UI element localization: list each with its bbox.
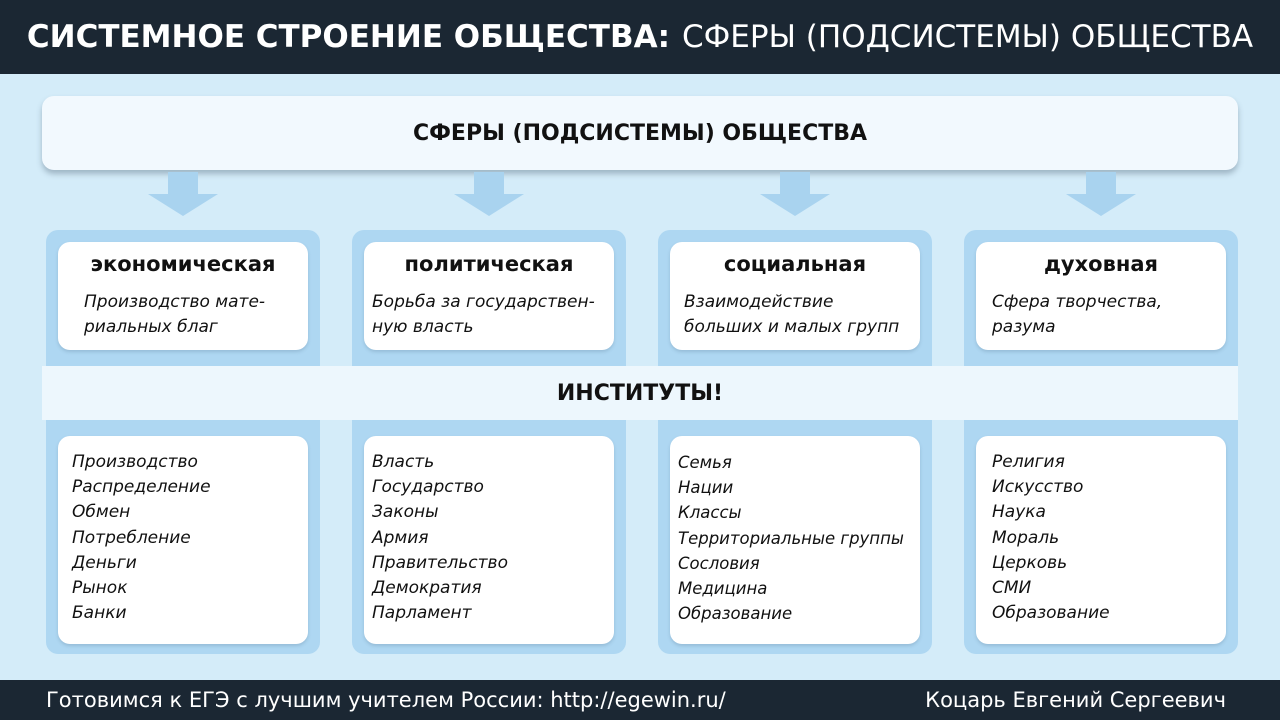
list-item: Банки xyxy=(72,603,127,624)
institutions-band xyxy=(42,366,1238,420)
sphere-card-political xyxy=(364,242,614,350)
list-item: СМИ xyxy=(992,578,1032,599)
list-item: Государство xyxy=(372,477,484,498)
institutions-label: ИНСТИТУТЫ! xyxy=(556,380,724,406)
institutions-list xyxy=(992,450,1110,626)
page-header xyxy=(0,0,1280,74)
sphere-description-line: больших и малых групп xyxy=(684,317,900,337)
list-item: Медицина xyxy=(678,579,768,599)
sphere-card-economic xyxy=(58,242,308,350)
sphere-description-line: Производство мате- xyxy=(84,292,266,312)
list-item: Потребление xyxy=(72,527,191,548)
list-item: Территориальные группы xyxy=(678,528,904,548)
sphere-description-line: риальных благ xyxy=(84,317,218,337)
list-item: Деньги xyxy=(72,552,137,573)
header-title-bold: СИСТЕМНОЕ СТРОЕНИЕ ОБЩЕСТВА: xyxy=(26,19,670,55)
sphere-description-line: Взаимодействие xyxy=(684,292,834,312)
sphere-title: экономическая xyxy=(90,252,276,276)
page-footer xyxy=(0,680,1280,720)
institutions-card-political xyxy=(364,436,614,644)
institutions-card-spiritual xyxy=(976,436,1226,644)
sphere-description xyxy=(684,290,914,340)
list-item: Распределение xyxy=(72,477,211,498)
institutions-card-economic xyxy=(58,436,308,644)
institutions-card-social xyxy=(670,436,920,644)
sphere-description xyxy=(992,290,1222,340)
list-item: Мораль xyxy=(992,527,1060,548)
footer-author: Коцарь Евгений Сергеевич xyxy=(925,688,1226,712)
institutions-list xyxy=(678,450,904,626)
list-item: Искусство xyxy=(992,477,1084,498)
sphere-card-spiritual xyxy=(976,242,1226,350)
list-item: Производство xyxy=(72,452,198,472)
sphere-description xyxy=(84,290,314,340)
list-item: Правительство xyxy=(372,552,508,573)
list-item: Рынок xyxy=(72,578,128,599)
list-item: Сословия xyxy=(678,553,760,573)
sphere-description-line: разума xyxy=(992,317,1056,337)
sphere-description-line: Борьба за государствен- xyxy=(372,292,595,312)
sphere-card-social xyxy=(670,242,920,350)
list-item: Армия xyxy=(372,527,429,548)
sphere-description xyxy=(372,290,602,340)
list-item: Власть xyxy=(372,452,435,472)
list-item: Классы xyxy=(678,503,742,523)
sphere-title: духовная xyxy=(1043,252,1159,276)
list-item: Парламент xyxy=(372,603,472,624)
institutions-list xyxy=(72,450,211,626)
down-arrow-icon xyxy=(760,172,830,216)
list-item: Семья xyxy=(678,453,732,472)
sphere-description-line: ную власть xyxy=(372,317,474,337)
list-item: Образование xyxy=(678,604,793,624)
down-arrow-icon xyxy=(148,172,218,216)
list-item: Обмен xyxy=(72,502,131,523)
sphere-title: социальная xyxy=(723,252,867,276)
spheres-header-box xyxy=(42,96,1238,170)
list-item: Образование xyxy=(992,603,1110,624)
header-title-light: СФЕРЫ (ПОДСИСТЕМЫ) ОБЩЕСТВА xyxy=(681,19,1254,55)
list-item: Церковь xyxy=(992,552,1068,573)
down-arrow-icon xyxy=(454,172,524,216)
footer-website-text: Готовимся к ЕГЭ с лучшим учителем России: http://egewin.ru/ xyxy=(46,688,726,712)
sphere-title: политическая xyxy=(404,252,574,276)
list-item: Законы xyxy=(372,502,439,523)
list-item: Религия xyxy=(992,452,1065,472)
institutions-list xyxy=(372,450,508,626)
list-item: Наука xyxy=(992,502,1046,523)
list-item: Демократия xyxy=(372,578,482,599)
list-item: Нации xyxy=(678,478,734,498)
down-arrow-icon xyxy=(1066,172,1136,216)
sphere-description-line: Сфера творчества, xyxy=(992,292,1163,312)
spheres-header-label: СФЕРЫ (ПОДСИСТЕМЫ) ОБЩЕСТВА xyxy=(412,120,868,146)
